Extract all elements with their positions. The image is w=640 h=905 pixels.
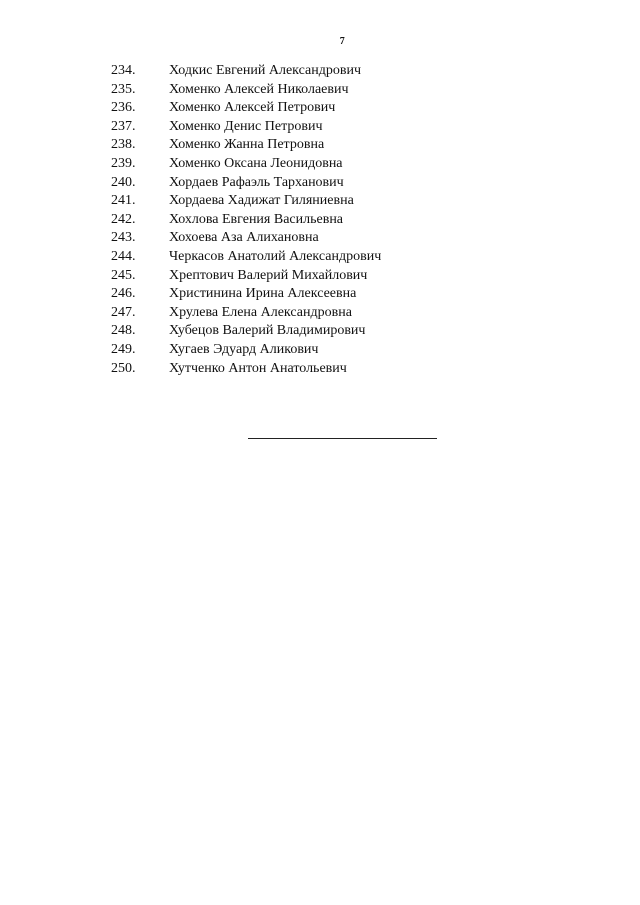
entry-name: Хордаева Хадижат Гиляниевна bbox=[169, 193, 354, 209]
entry-number: 234. bbox=[111, 63, 136, 78]
entry-number: 245. bbox=[111, 267, 136, 283]
entry-name: Хутченко Антон Анатольевич bbox=[169, 360, 347, 376]
entry-number: 247. bbox=[111, 304, 136, 320]
entry-number: 237. bbox=[111, 118, 136, 134]
end-of-list-divider bbox=[248, 438, 437, 439]
entry-number: 246. bbox=[111, 286, 136, 302]
entry-name: Черкасов Анатолий Александрович bbox=[169, 248, 382, 264]
entry-name: Хоменко Алексей Николаевич bbox=[169, 81, 349, 97]
entry-number: 243. bbox=[111, 230, 136, 246]
entry-number: 241. bbox=[111, 193, 136, 209]
entry-number: 239. bbox=[111, 155, 136, 171]
entry-name: Хубецов Валерий Владимирович bbox=[169, 323, 366, 339]
entry-number: 248. bbox=[111, 323, 136, 339]
entry-number: 235. bbox=[111, 81, 136, 97]
entry-name: Хоменко Жанна Петровна bbox=[169, 137, 325, 153]
entry-name: Хохлова Евгения Васильевна bbox=[169, 211, 344, 227]
entry-name: Хрептович Валерий Михайлович bbox=[169, 267, 368, 283]
entry-name: Хохоева Аза Алихановна bbox=[169, 230, 319, 246]
entry-number: 242. bbox=[111, 211, 136, 227]
entry-name: Хоменко Денис Петрович bbox=[169, 118, 323, 134]
entry-name: Хрулева Елена Александровна bbox=[169, 304, 352, 320]
entry-name: Хоменко Алексей Петрович bbox=[169, 100, 336, 116]
entry-name: Христинина Ирина Алексеевна bbox=[169, 286, 357, 302]
page-number: 7 bbox=[339, 36, 346, 47]
entry-number: 244. bbox=[111, 248, 136, 264]
entry-name: Ходкис Евгений Александрович bbox=[169, 63, 361, 78]
entry-number: 250. bbox=[111, 360, 136, 376]
entry-name: Хордаев Рафаэль Тарханович bbox=[169, 174, 344, 190]
entry-name: Хоменко Оксана Леонидовна bbox=[169, 155, 343, 171]
entry-number: 240. bbox=[111, 174, 136, 190]
entry-name: Хугаев Эдуард Аликович bbox=[169, 341, 319, 357]
entry-number: 236. bbox=[111, 100, 136, 116]
entry-number: 238. bbox=[111, 137, 136, 153]
entry-number: 249. bbox=[111, 341, 136, 357]
